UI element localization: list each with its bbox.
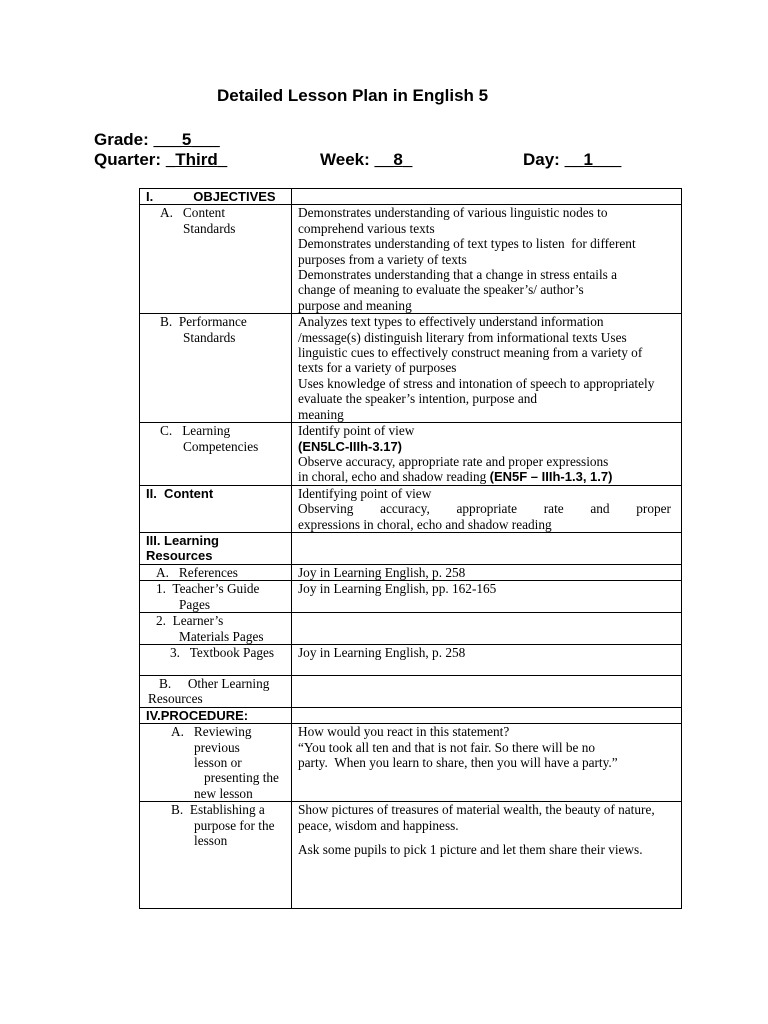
- day-label: Day:: [523, 150, 560, 169]
- establishing-label-cell: [140, 802, 292, 909]
- establishing-label-line: purpose for the: [194, 817, 275, 833]
- learning-resources-heading-row: [140, 532, 682, 564]
- item-letter: A.: [160, 205, 173, 221]
- references-row: [140, 564, 682, 580]
- reviewing-label-line: new lesson: [194, 785, 253, 801]
- content-standards-label-2: Standards: [183, 220, 236, 236]
- content-value: [292, 485, 682, 532]
- learners-materials-value: [292, 613, 682, 645]
- content-label-cell: [140, 485, 292, 532]
- text-line-part: in choral, echo and shadow reading: [298, 469, 490, 485]
- learning-competencies-label-cell: [140, 423, 292, 486]
- content-standards-value: [292, 205, 682, 314]
- procedure-heading-cell: [140, 707, 292, 723]
- text-line: How would you react in this statement?: [298, 724, 510, 740]
- text-line: Demonstrates understanding that a change in stress entails a: [298, 267, 618, 283]
- text-line: linguistic cues to effectively construct meaning from a variety of: [298, 345, 643, 361]
- text-line: Observe accuracy, appropriate rate and proper expressions: [298, 453, 609, 469]
- text-line: Ask some pupils to pick 1 picture and let them share their views.: [298, 842, 643, 858]
- reviewing-label-line: lesson or: [194, 755, 242, 770]
- reviewing-label: Reviewing: [193, 724, 252, 740]
- text-line: meaning: [298, 406, 344, 422]
- performance-standards-label-2: Standards: [183, 329, 236, 345]
- teachers-guide-value: Joy in Learning English, pp. 162-165: [292, 581, 682, 613]
- learning-resources-heading-empty: [292, 532, 682, 564]
- teachers-guide-label-cell: [140, 581, 292, 613]
- teachers-guide-row: [140, 581, 682, 613]
- objectives-number: I.: [146, 189, 154, 204]
- text-line: change of meaning to evaluate the speaker’s/ author’s: [298, 282, 584, 298]
- establishing-label-line: lesson: [194, 833, 228, 849]
- text-line: Identifying point of view: [298, 485, 432, 501]
- references-label-cell: [140, 564, 292, 580]
- performance-standards-row: [140, 314, 682, 423]
- learning-competencies-row: [140, 423, 682, 486]
- learning-resources-heading-2: Resources: [146, 548, 213, 564]
- content-standards-row: [140, 205, 682, 314]
- establishing-label: Establishing a: [189, 802, 265, 818]
- text-line: Show pictures of treasures of material wealth, the beauty of nature,: [298, 802, 655, 818]
- learners-materials-label-2: Materials Pages: [179, 628, 264, 644]
- spacer: [298, 833, 680, 842]
- other-resources-label-2: Resources: [148, 691, 203, 707]
- teachers-guide-label: 1. Teacher’s Guide: [156, 581, 260, 597]
- text-line: party. When you learn to share, then you will have a party.”: [298, 755, 618, 770]
- item-letter: C.: [160, 423, 173, 439]
- reviewing-label-line: presenting the: [204, 770, 279, 786]
- references-label: A. References: [156, 564, 238, 580]
- content-heading: II. Content: [146, 485, 214, 501]
- reviewing-row: [140, 724, 682, 802]
- other-resources-value: [292, 675, 682, 707]
- grade-line: [94, 130, 220, 150]
- text-line: Uses knowledge of stress and intonation of speech to appropriately: [298, 375, 655, 391]
- text-line: evaluate the speaker’s intention, purpose and: [298, 391, 538, 407]
- performance-standards-value: [292, 314, 682, 423]
- text-line: Demonstrates understanding of text types to listen for different: [298, 236, 636, 252]
- text-line: purpose and meaning: [298, 297, 412, 313]
- text-line: comprehend various texts: [298, 220, 435, 236]
- learners-materials-label: 2. Learner’s: [156, 613, 224, 629]
- other-resources-label-cell: [140, 675, 292, 707]
- textbook-pages-label: 3. Textbook Pages: [170, 644, 275, 660]
- textbook-pages-value: Joy in Learning English, p. 258: [292, 644, 682, 675]
- content-standards-label-cell: [140, 205, 292, 314]
- text-line: peace, wisdom and happiness.: [298, 817, 459, 833]
- day-line: [523, 150, 621, 170]
- content-standards-label: Content: [182, 205, 226, 221]
- objectives-heading: OBJECTIVES: [193, 189, 276, 204]
- text-line: purposes from a variety of texts: [298, 251, 467, 267]
- text-line: expressions in choral, echo and shadow reading: [298, 516, 552, 532]
- lesson-plan-table: [139, 188, 682, 909]
- text-line: Identify point of view: [298, 423, 415, 439]
- objectives-heading-cell: [140, 189, 292, 205]
- quarter-line: [94, 150, 227, 170]
- text-line: Demonstrates understanding of various linguistic nodes to: [298, 205, 608, 221]
- other-resources-label: B. Other Learning: [159, 675, 270, 691]
- learning-competencies-label-2: Competencies: [183, 438, 259, 454]
- textbook-pages-label-cell: [140, 644, 292, 675]
- item-letter: A.: [171, 724, 184, 740]
- learners-materials-row: [140, 613, 682, 645]
- establishing-value: [292, 802, 682, 909]
- text-line: [298, 469, 680, 484]
- grade-value-field: ___5___: [153, 130, 220, 149]
- textbook-pages-row: [140, 644, 682, 675]
- learning-competencies-value: [292, 423, 682, 486]
- other-resources-row: [140, 675, 682, 707]
- reviewing-label-cell: [140, 724, 292, 802]
- performance-standards-label: Performance: [178, 314, 247, 330]
- item-letter: B.: [160, 314, 173, 330]
- quarter-value-field: _Third_: [165, 150, 228, 169]
- quarter-label: Quarter:: [94, 150, 162, 169]
- learning-competencies-label: Learning: [182, 423, 231, 439]
- week-value-field: __8_: [374, 150, 413, 169]
- text-line: texts for a variety of purposes: [298, 360, 457, 376]
- learners-materials-label-cell: [140, 613, 292, 645]
- item-letter: B.: [171, 802, 184, 818]
- objectives-heading-row: [140, 189, 682, 205]
- learning-resources-heading: III. Learning: [146, 532, 219, 548]
- grade-label: Grade:: [94, 130, 149, 149]
- teachers-guide-label-2: Pages: [179, 596, 211, 612]
- text-line: Analyzes text types to effectively understand information: [298, 314, 604, 330]
- text-line: Observing accuracy, appropriate rate and proper: [298, 501, 671, 517]
- day-value-field: __1___: [564, 150, 622, 169]
- text-line: “You took all ten and that is not fair. So there will be no: [298, 739, 596, 755]
- week-line: [320, 150, 412, 170]
- text-line: /message(s) distinguish literary from informational texts Uses: [298, 329, 627, 345]
- procedure-heading: IV.PROCEDURE:: [146, 707, 249, 723]
- procedure-heading-row: [140, 707, 682, 723]
- competency-code: (EN5LC-IIIh-3.17): [298, 438, 403, 454]
- performance-standards-label-cell: [140, 314, 292, 423]
- learning-resources-heading-cell: [140, 532, 292, 564]
- week-label: Week:: [320, 150, 370, 169]
- competency-code: (EN5F – IIIh-1.3, 1.7): [489, 469, 613, 485]
- establishing-row: [140, 802, 682, 909]
- procedure-heading-empty: [292, 707, 682, 723]
- reviewing-label-line: previous: [194, 739, 240, 755]
- page-title: Detailed Lesson Plan in English 5: [217, 86, 489, 105]
- objectives-heading-empty: [292, 189, 682, 205]
- reviewing-value: [292, 724, 682, 802]
- content-row: [140, 485, 682, 532]
- references-value: Joy in Learning English, p. 258: [292, 564, 682, 580]
